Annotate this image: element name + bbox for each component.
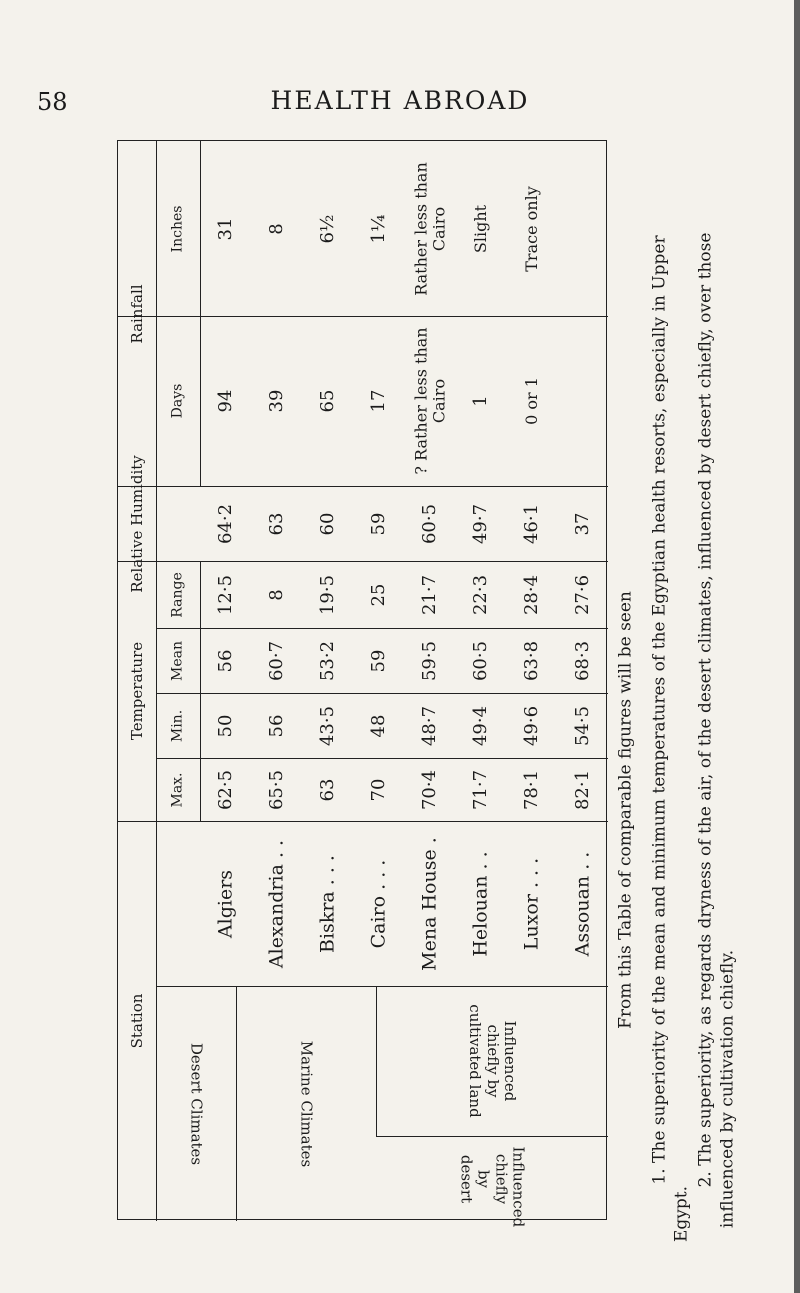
- cell-mean-7-text: 68·3: [571, 640, 593, 681]
- cell-humidity-7-text: 37: [571, 512, 593, 535]
- cell-station-7-text: Assouan . .: [571, 851, 594, 956]
- cell-inches-1-text: 8: [265, 222, 287, 235]
- cell-max-1: [251, 758, 302, 821]
- cell-inches-2: [302, 141, 353, 316]
- cell-range-0-text: 12·5: [214, 574, 236, 615]
- header-humidity-text: Relative Humidity: [127, 454, 146, 593]
- header-station: [118, 821, 156, 1221]
- cell-range-7: [557, 561, 608, 628]
- cell-inches-7: [557, 141, 608, 316]
- cell-min-4: [404, 693, 455, 758]
- class-desert: [376, 1136, 608, 1227]
- cell-station-6: [506, 821, 557, 986]
- cell-range-3: [353, 561, 404, 628]
- cell-inches-3: [353, 141, 404, 316]
- class-marine: [236, 986, 376, 1221]
- cell-range-1: [251, 561, 302, 628]
- cell-min-0: [200, 693, 251, 758]
- cell-max-3: [353, 758, 404, 821]
- cell-max-0: [200, 758, 251, 821]
- cell-min-2-text: 43·5: [316, 705, 338, 746]
- cell-min-4-text: 48·7: [418, 705, 440, 746]
- class-desert-climates-text: Desert Climates: [187, 1042, 206, 1165]
- cell-min-5-text: 49·4: [469, 705, 491, 746]
- cell-range-6-text: 28·4: [520, 574, 542, 615]
- subheader-max-text: Max.: [169, 771, 186, 808]
- cell-station-5: [455, 821, 506, 986]
- cell-range-4-text: 21·7: [418, 574, 440, 615]
- cell-days-1: [251, 316, 302, 486]
- cell-max-3-text: 70: [367, 778, 389, 801]
- cell-inches-0-text: 31: [214, 217, 236, 240]
- cell-mean-5-text: 60·5: [469, 640, 491, 681]
- cell-inches-6-text: Trace only: [521, 185, 541, 272]
- subheader-days: [156, 316, 200, 486]
- cell-humidity-5: [455, 486, 506, 561]
- cell-min-1-text: 56: [265, 714, 287, 737]
- cell-max-5-text: 71·7: [469, 769, 491, 810]
- cell-min-0-text: 50: [214, 714, 236, 737]
- cell-max-5: [455, 758, 506, 821]
- cell-days-6: [506, 316, 557, 486]
- cell-range-2-text: 19·5: [316, 574, 338, 615]
- cell-range-4: [404, 561, 455, 628]
- class-desert-text: Influenced chiefly by desert: [457, 1146, 528, 1227]
- cell-mean-1-text: 60·7: [265, 640, 287, 681]
- cell-mean-6-text: 63·8: [520, 640, 542, 681]
- cell-days-2-text: 65: [316, 389, 338, 413]
- subheader-range: [156, 561, 200, 628]
- cell-inches-4: [404, 141, 455, 316]
- cell-humidity-3: [353, 486, 404, 561]
- cell-mean-2: [302, 628, 353, 693]
- cell-station-1-text: Alexandria . .: [265, 839, 288, 968]
- subheader-min-text: Min.: [169, 709, 186, 742]
- cell-humidity-0: [200, 486, 251, 561]
- cell-range-3-text: 25: [367, 583, 389, 606]
- header-station-text: Station: [127, 993, 146, 1049]
- subheader-min: [156, 693, 200, 758]
- cell-range-1-text: 8: [265, 588, 287, 601]
- class-desert-climates: [156, 986, 236, 1221]
- cell-max-7-text: 82·1: [571, 769, 593, 810]
- cell-humidity-2: [302, 486, 353, 561]
- footnote-intro: From this Table of comparable figures will be seen: [615, 591, 636, 1029]
- cell-days-3: [353, 316, 404, 486]
- cell-max-6-text: 78·1: [520, 769, 542, 810]
- cell-max-1-text: 65·5: [265, 769, 287, 810]
- cell-humidity-6: [506, 486, 557, 561]
- cell-mean-6: [506, 628, 557, 693]
- climate-table: [117, 140, 607, 1227]
- cell-station-4-text: Mena House .: [418, 836, 441, 971]
- footnote-item1-line2: Egypt.: [671, 1185, 692, 1243]
- cell-mean-3: [353, 628, 404, 693]
- cell-station-3-text: Cairo . . .: [367, 859, 390, 948]
- cell-inches-1: [251, 141, 302, 316]
- header-humidity: [118, 454, 156, 593]
- subheader-inches: [156, 141, 200, 316]
- cell-min-2: [302, 693, 353, 758]
- cell-days-5: [455, 316, 506, 486]
- cell-days-3-text: 17: [367, 389, 389, 413]
- subheader-days-text: Days: [169, 383, 186, 419]
- subheader-mean: [156, 628, 200, 693]
- cell-days-7: [557, 316, 608, 486]
- cell-mean-3-text: 59: [367, 649, 389, 672]
- cell-inches-0: [200, 141, 251, 316]
- cell-mean-1: [251, 628, 302, 693]
- cell-station-0-text: Algiers: [214, 869, 237, 938]
- cell-min-1: [251, 693, 302, 758]
- cell-range-0: [200, 561, 251, 628]
- cell-min-7: [557, 693, 608, 758]
- cell-days-6-text: 0 or 1: [521, 377, 541, 425]
- class-marine-text: Marine Climates: [297, 1040, 316, 1167]
- cell-range-2: [302, 561, 353, 628]
- cell-days-5-text: 1: [469, 395, 491, 407]
- cell-humidity-4-text: 60·5: [418, 503, 440, 544]
- footnote-item1-line1: 1. The superiority of the mean and minimum temperatures of the Egyptian health resorts, especially in Upper: [649, 235, 670, 1185]
- cell-inches-5: [455, 141, 506, 316]
- page-edge-shadow: [794, 0, 800, 1293]
- header-temperature: [118, 561, 156, 821]
- cell-humidity-2-text: 60: [316, 512, 338, 535]
- cell-min-5: [455, 693, 506, 758]
- cell-max-4: [404, 758, 455, 821]
- cell-min-3-text: 48: [367, 714, 389, 737]
- cell-humidity-7: [557, 486, 608, 561]
- cell-humidity-6-text: 46·1: [520, 503, 542, 544]
- cell-mean-5: [455, 628, 506, 693]
- page-number: 58: [37, 88, 68, 116]
- cell-station-3: [353, 821, 404, 986]
- cell-days-1-text: 39: [265, 389, 287, 413]
- running-head: HEALTH ABROAD: [270, 86, 530, 115]
- cell-station-4: [404, 821, 455, 986]
- cell-humidity-5-text: 49·7: [469, 503, 491, 544]
- cell-days-2: [302, 316, 353, 486]
- cell-mean-0: [200, 628, 251, 693]
- cell-inches-3-text: 1¼: [367, 214, 389, 243]
- cell-max-0-text: 62·5: [214, 769, 236, 810]
- cell-max-2-text: 63: [316, 778, 338, 801]
- cell-station-0: [200, 821, 251, 986]
- cell-inches-6: [506, 141, 557, 316]
- subheader-range-text: Range: [169, 571, 186, 618]
- cell-humidity-1: [251, 486, 302, 561]
- cell-station-2-text: Biskra . . .: [316, 854, 339, 953]
- cell-days-4: [404, 316, 455, 486]
- cell-humidity-3-text: 59: [367, 512, 389, 535]
- cell-days-0-text: 94: [214, 389, 236, 413]
- cell-humidity-0-text: 64·2: [214, 503, 236, 544]
- footnote-item2-line2: influenced by cultivation chiefly.: [717, 949, 738, 1229]
- cell-max-6: [506, 758, 557, 821]
- cell-mean-7: [557, 628, 608, 693]
- cell-mean-4-text: 59·5: [418, 640, 440, 681]
- subheader-inches-text: Inches: [169, 205, 186, 252]
- cell-inches-2-text: 6½: [316, 214, 338, 243]
- cell-min-7-text: 54·5: [571, 705, 593, 746]
- cell-range-7-text: 27·6: [571, 574, 593, 615]
- subheader-max: [156, 758, 200, 821]
- header-rainfall-text: Rainfall: [127, 283, 146, 344]
- cell-station-5-text: Helouan . .: [469, 850, 492, 957]
- cell-max-2: [302, 758, 353, 821]
- cell-min-3: [353, 693, 404, 758]
- cell-range-5-text: 22·3: [469, 574, 491, 615]
- cell-station-1: [251, 821, 302, 986]
- cell-humidity-1-text: 63: [265, 512, 287, 535]
- cell-humidity-4: [404, 486, 455, 561]
- cell-station-7: [557, 821, 608, 986]
- cell-mean-2-text: 53·2: [316, 640, 338, 681]
- cell-min-6: [506, 693, 557, 758]
- cell-min-6-text: 49·6: [520, 705, 542, 746]
- cell-station-2: [302, 821, 353, 986]
- header-temperature-text: Temperature: [127, 641, 146, 741]
- cell-mean-0-text: 56: [214, 649, 236, 672]
- cell-inches-4-text: Rather less than Cairo: [410, 161, 448, 296]
- cell-days-0: [200, 316, 251, 486]
- cell-range-6: [506, 561, 557, 628]
- cell-max-7: [557, 758, 608, 821]
- cell-days-4-text: ? Rather less than Cairo: [410, 327, 448, 475]
- cell-station-6-text: Luxor . . .: [520, 857, 543, 950]
- header-rainfall: [118, 141, 156, 486]
- class-cultivated: [376, 986, 608, 1136]
- footnote-item2-line1: 2. The superiority, as regards dryness of the air, of the desert climates, influenced by desert chiefly, over those: [695, 232, 716, 1188]
- class-cultivated-text: Influenced chiefly by cultivated land: [466, 1004, 519, 1118]
- cell-mean-4: [404, 628, 455, 693]
- cell-range-5: [455, 561, 506, 628]
- cell-max-4-text: 70·4: [418, 769, 440, 810]
- subheader-mean-text: Mean: [169, 640, 186, 681]
- cell-inches-5-text: Slight: [470, 204, 490, 253]
